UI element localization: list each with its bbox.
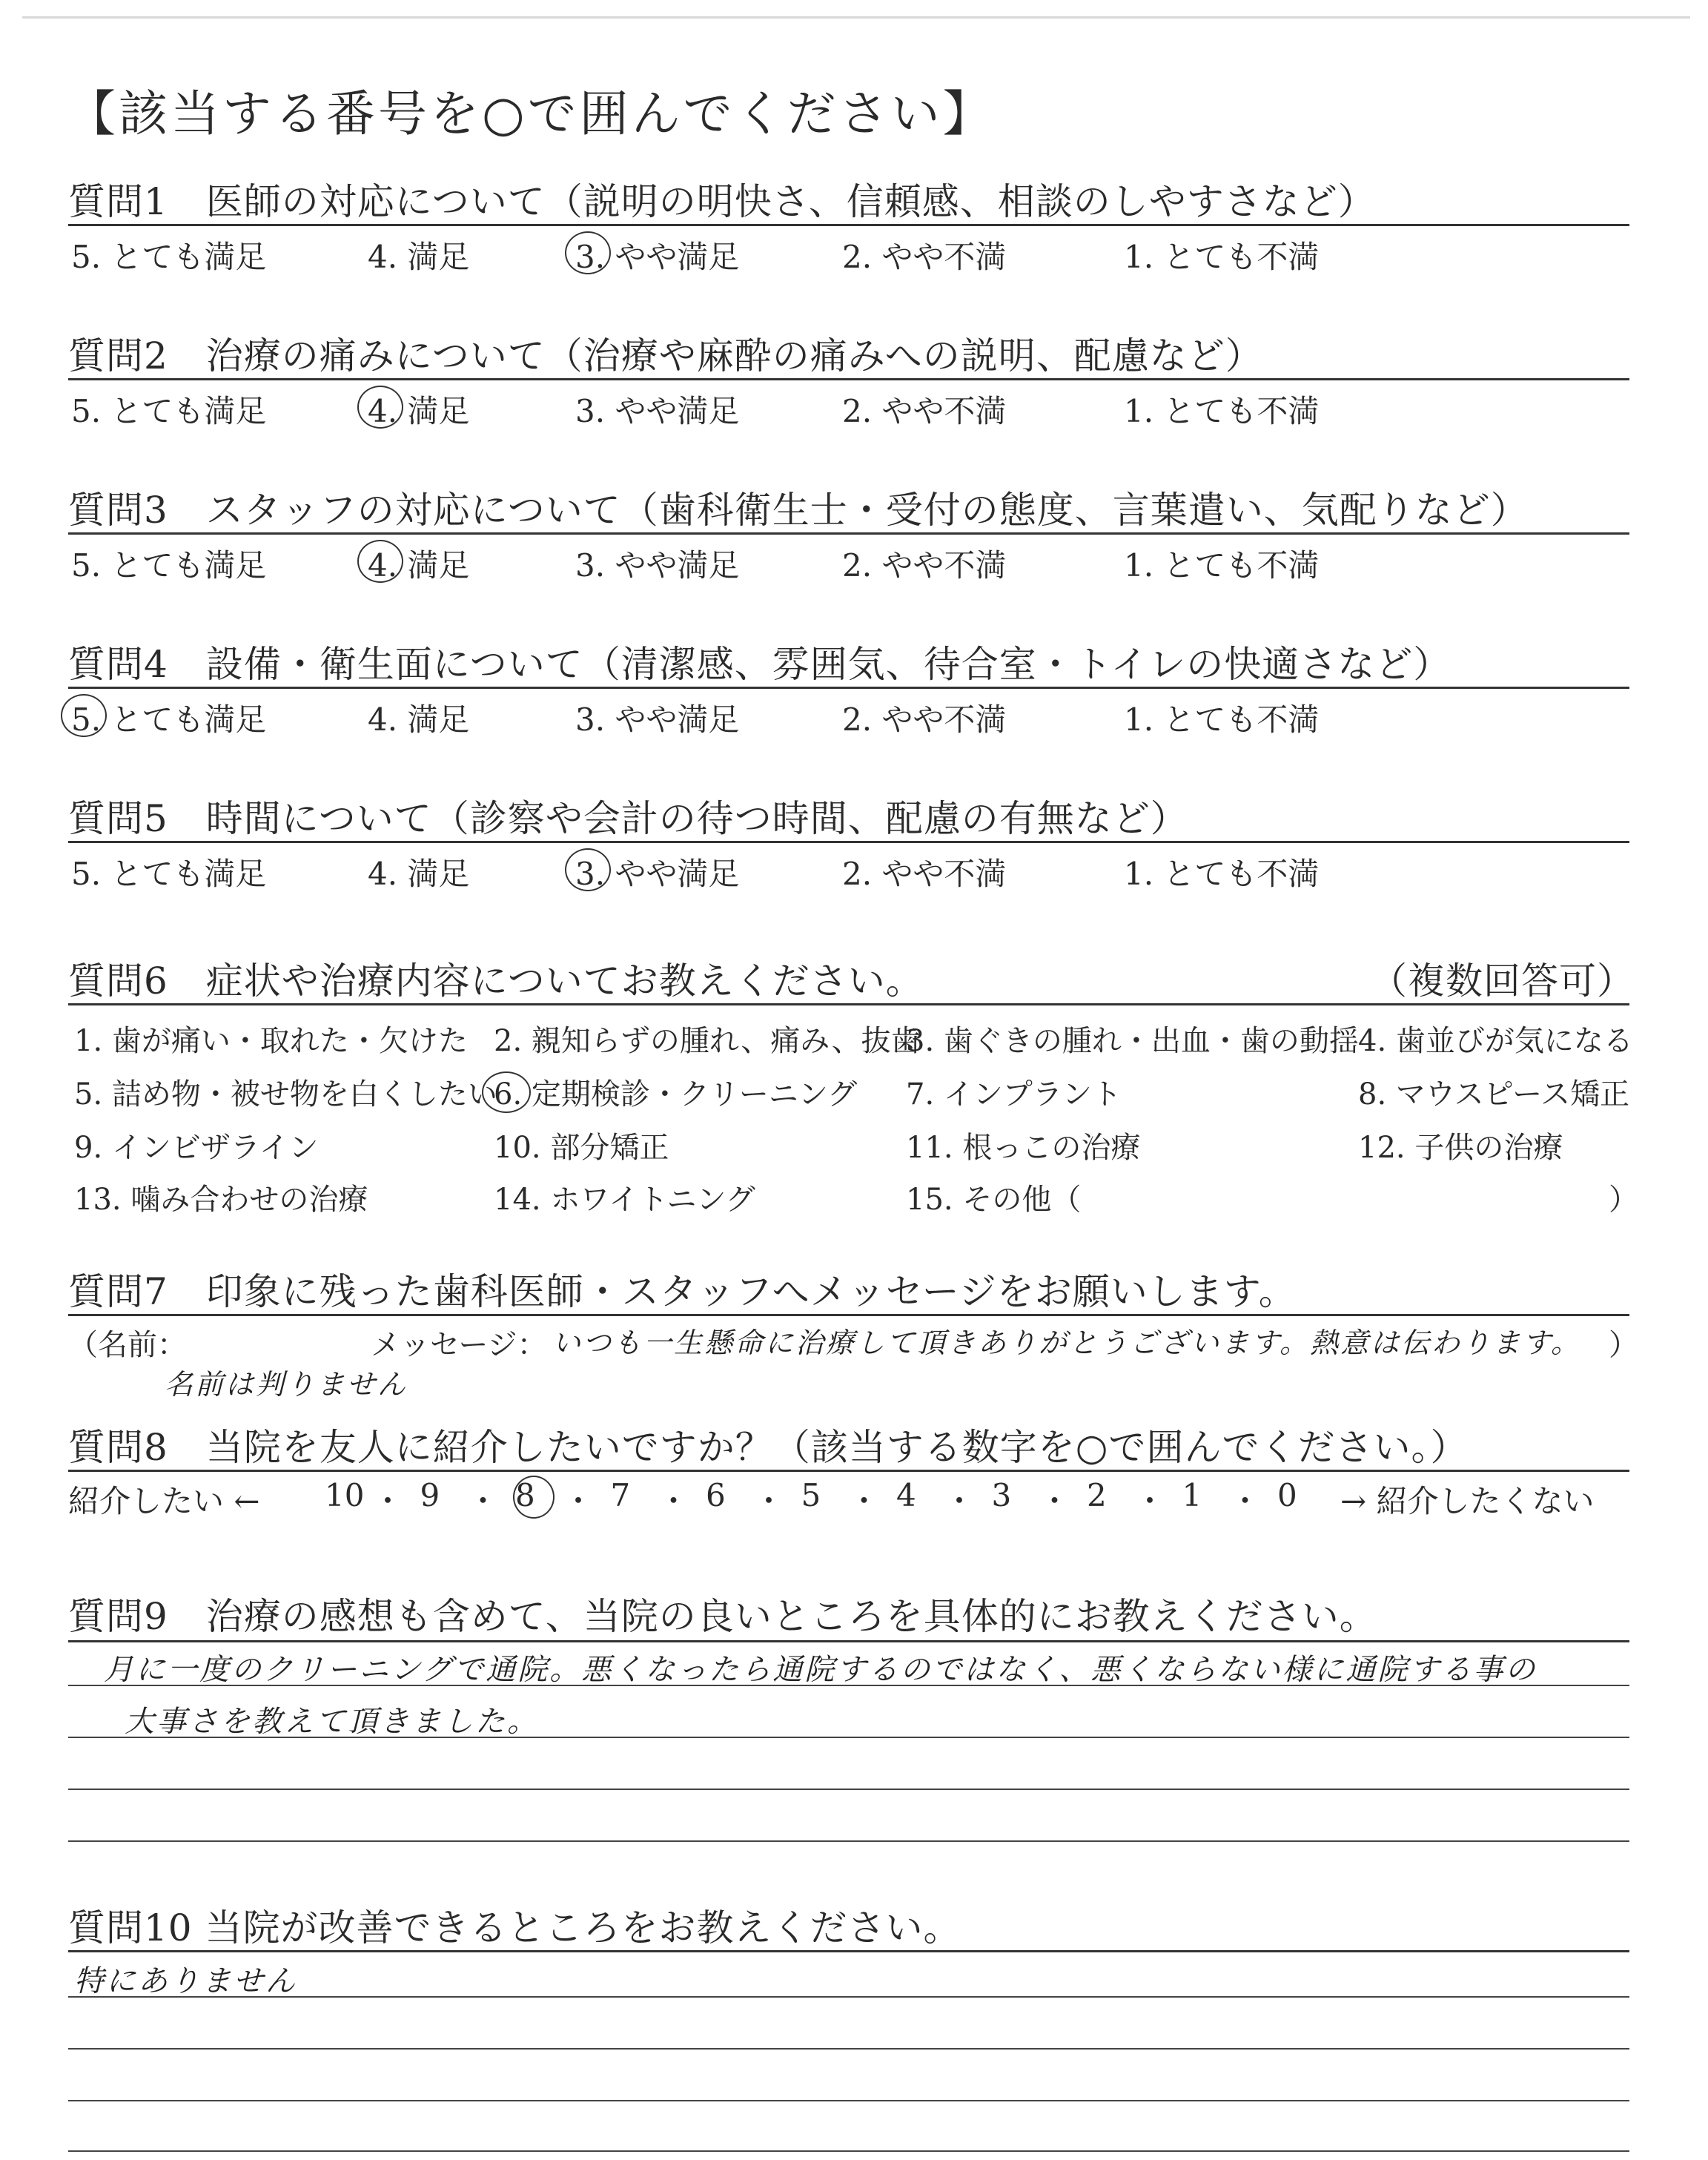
q8-scale-3[interactable]: 3 xyxy=(991,1477,1012,1513)
q8-scale-separator: ・ xyxy=(658,1483,689,1519)
q8-scale-1[interactable]: 1 xyxy=(1182,1477,1202,1513)
q6-item-13[interactable]: 13. 噛み合わせの治療 xyxy=(74,1183,368,1217)
q8-right-label: → 紹介したくない xyxy=(1340,1483,1595,1519)
q5-option-2[interactable]: 2. やや不満 xyxy=(842,856,1007,892)
q8-scale-separator: ・ xyxy=(372,1483,404,1519)
q4-option-2[interactable]: 2. やや不満 xyxy=(842,701,1007,738)
q8-scale-separator: ・ xyxy=(944,1483,976,1519)
q8-scale-separator: ・ xyxy=(848,1483,880,1519)
q1-option-4[interactable]: 4. 満足 xyxy=(368,239,470,275)
q3-option-1[interactable]: 1. とても不満 xyxy=(1124,547,1320,584)
q5-option-1[interactable]: 1. とても不満 xyxy=(1124,856,1320,892)
q8-scale-9[interactable]: 9 xyxy=(420,1477,440,1513)
q6-item-10[interactable]: 10. 部分矯正 xyxy=(494,1131,669,1165)
q3-option-5[interactable]: 5. とても満足 xyxy=(71,547,267,584)
q6-item-11[interactable]: 11. 根っこの治療 xyxy=(906,1131,1141,1165)
q4-option-5[interactable]: 5. とても満足 xyxy=(71,701,267,738)
q9-rule xyxy=(68,1640,1629,1642)
q8-scale-7[interactable]: 7 xyxy=(610,1477,631,1513)
q2-title: 質問2 治療の痛みについて（治療や麻酔の痛みへの説明、配慮など） xyxy=(68,334,1263,377)
q8-scale-separator: ・ xyxy=(563,1483,595,1519)
q9-line xyxy=(68,1840,1629,1842)
q7-name-label: （名前： xyxy=(68,1328,187,1362)
q10-line xyxy=(68,2150,1629,2152)
q6-item-8[interactable]: 8. マウスピース矯正 xyxy=(1358,1077,1630,1112)
q8-scale-5[interactable]: 5 xyxy=(801,1477,821,1513)
q4-title: 質問4 設備・衛生面について（清潔感、雰囲気、待合室・トイレの快適さなど） xyxy=(68,643,1452,686)
q2-option-1[interactable]: 1. とても不満 xyxy=(1124,393,1320,429)
q8-rule xyxy=(68,1470,1629,1472)
q3-option-2[interactable]: 2. やや不満 xyxy=(842,547,1007,584)
q8-scale-separator: ・ xyxy=(753,1483,785,1519)
q4-selection-circle xyxy=(61,694,107,737)
q9-answer-line-1: 月に一度のクリーニングで通院。悪くなったら通院するのではなく、悪くならない様に通院する事の xyxy=(104,1653,1537,1687)
q7-close-paren: ） xyxy=(1609,1328,1638,1362)
q2-selection-circle xyxy=(357,386,403,429)
q5-option-4[interactable]: 4. 満足 xyxy=(368,856,470,892)
q6-item-3[interactable]: 3. 歯ぐきの腫れ・出血・歯の動揺 xyxy=(906,1024,1359,1058)
q4-option-3[interactable]: 3. やや満足 xyxy=(575,701,740,738)
q6-item-4[interactable]: 4. 歯並びが気になる xyxy=(1358,1024,1633,1058)
q5-title: 質問5 時間について（診察や会計の待つ時間、配慮の有無など） xyxy=(68,797,1188,840)
q6-item-9[interactable]: 9. インビザライン xyxy=(74,1131,319,1165)
q10-line xyxy=(68,1996,1629,1998)
q6-item-14[interactable]: 14. ホワイトニング xyxy=(494,1183,755,1217)
q8-scale-separator: ・ xyxy=(1229,1483,1261,1519)
q10-title: 質問10 当院が改善できるところをお教えください。 xyxy=(68,1906,961,1949)
top-edge-line xyxy=(22,16,1690,19)
form-heading: 【該当する番号を○で囲んでください】 xyxy=(67,85,995,142)
q3-title: 質問3 スタッフの対応について（歯科衛生士・受付の態度、言葉遣い、気配りなど） xyxy=(68,489,1529,532)
q6-selection-circle xyxy=(482,1071,531,1113)
q9-line xyxy=(68,1789,1629,1790)
q6-item-12[interactable]: 12. 子供の治療 xyxy=(1358,1131,1563,1165)
q8-scale-0[interactable]: 0 xyxy=(1277,1477,1297,1513)
q4-rule xyxy=(68,687,1629,689)
q8-scale-separator: ・ xyxy=(1039,1483,1070,1519)
q10-line xyxy=(68,2100,1629,2101)
q6-other-close-paren: ） xyxy=(1609,1183,1638,1217)
q6-note: （複数回答可） xyxy=(1370,960,1635,1003)
q1-selection-circle xyxy=(565,231,611,274)
q7-message: いつも一生懸命に治療して頂きありがとうございます。熱意は伝わります。 xyxy=(552,1327,1581,1359)
q2-option-5[interactable]: 5. とても満足 xyxy=(71,393,267,429)
q8-scale-10[interactable]: 10 xyxy=(325,1477,365,1513)
q4-option-1[interactable]: 1. とても不満 xyxy=(1124,701,1320,738)
q1-option-5[interactable]: 5. とても満足 xyxy=(71,239,267,275)
q7-rule xyxy=(68,1314,1629,1316)
q6-item-15[interactable]: 15. その他（ xyxy=(906,1183,1082,1217)
q1-rule xyxy=(68,224,1629,226)
q9-answer-line-2: 大事さを教えて頂きました。 xyxy=(125,1705,539,1739)
q5-selection-circle xyxy=(565,848,611,891)
q8-scale-6[interactable]: 6 xyxy=(706,1477,726,1513)
q2-option-3[interactable]: 3. やや満足 xyxy=(575,393,740,429)
q8-scale-8[interactable]: 8 xyxy=(515,1477,535,1513)
q8-scale-separator: ・ xyxy=(467,1483,499,1519)
q2-option-2[interactable]: 2. やや不満 xyxy=(842,393,1007,429)
q3-rule xyxy=(68,532,1629,535)
q8-scale-2[interactable]: 2 xyxy=(1087,1477,1107,1513)
q2-rule xyxy=(68,378,1629,380)
q6-title: 質問6 症状や治療内容についてお教えください。 xyxy=(68,960,924,1003)
q3-selection-circle xyxy=(357,540,403,583)
q3-option-4[interactable]: 4. 満足 xyxy=(368,547,470,584)
q1-option-1[interactable]: 1. とても不満 xyxy=(1124,239,1320,275)
q10-answer-line-1: 特にありません xyxy=(74,1964,297,1998)
q5-option-5[interactable]: 5. とても満足 xyxy=(71,856,267,892)
q7-title: 質問7 印象に残った歯科医師・スタッフへメッセージをお願いします。 xyxy=(68,1270,1297,1313)
q6-item-2[interactable]: 2. 親知らずの腫れ、痛み、抜歯 xyxy=(494,1024,921,1058)
q5-option-3[interactable]: 3. やや満足 xyxy=(575,856,740,892)
q8-scale-separator: ・ xyxy=(1134,1483,1166,1519)
q6-rule xyxy=(68,1003,1629,1005)
q6-item-6[interactable]: 6. 定期検診・クリーニング xyxy=(494,1077,858,1112)
q3-option-3[interactable]: 3. やや満足 xyxy=(575,547,740,584)
q6-item-7[interactable]: 7. インプラント xyxy=(906,1077,1122,1112)
q1-option-2[interactable]: 2. やや不満 xyxy=(842,239,1007,275)
q6-item-5[interactable]: 5. 詰め物・被せ物を白くしたい xyxy=(74,1077,497,1112)
q1-option-3[interactable]: 3. やや満足 xyxy=(575,239,740,275)
q4-option-4[interactable]: 4. 満足 xyxy=(368,701,470,738)
q8-selection-circle xyxy=(513,1476,555,1519)
q7-message-label: メッセージ： xyxy=(371,1328,547,1362)
q8-title: 質問8 当院を友人に紹介したいですか？（該当する数字を○で囲んでください。） xyxy=(68,1426,1469,1469)
q5-rule xyxy=(68,841,1629,843)
q2-option-4[interactable]: 4. 満足 xyxy=(368,393,470,429)
q8-left-label: 紹介したい ← xyxy=(68,1483,260,1519)
q8-scale-4[interactable]: 4 xyxy=(896,1477,916,1513)
q7-name: 名前は判りません xyxy=(165,1368,408,1401)
q10-line xyxy=(68,2048,1629,2050)
q1-title: 質問1 医師の対応について（説明の明快さ、信頼感、相談のしやすさなど） xyxy=(68,180,1376,223)
q10-rule xyxy=(68,1950,1629,1952)
q6-item-1[interactable]: 1. 歯が痛い・取れた・欠けた xyxy=(74,1024,468,1058)
q9-title: 質問9 治療の感想も含めて、当院の良いところを具体的にお教えください。 xyxy=(68,1595,1377,1638)
